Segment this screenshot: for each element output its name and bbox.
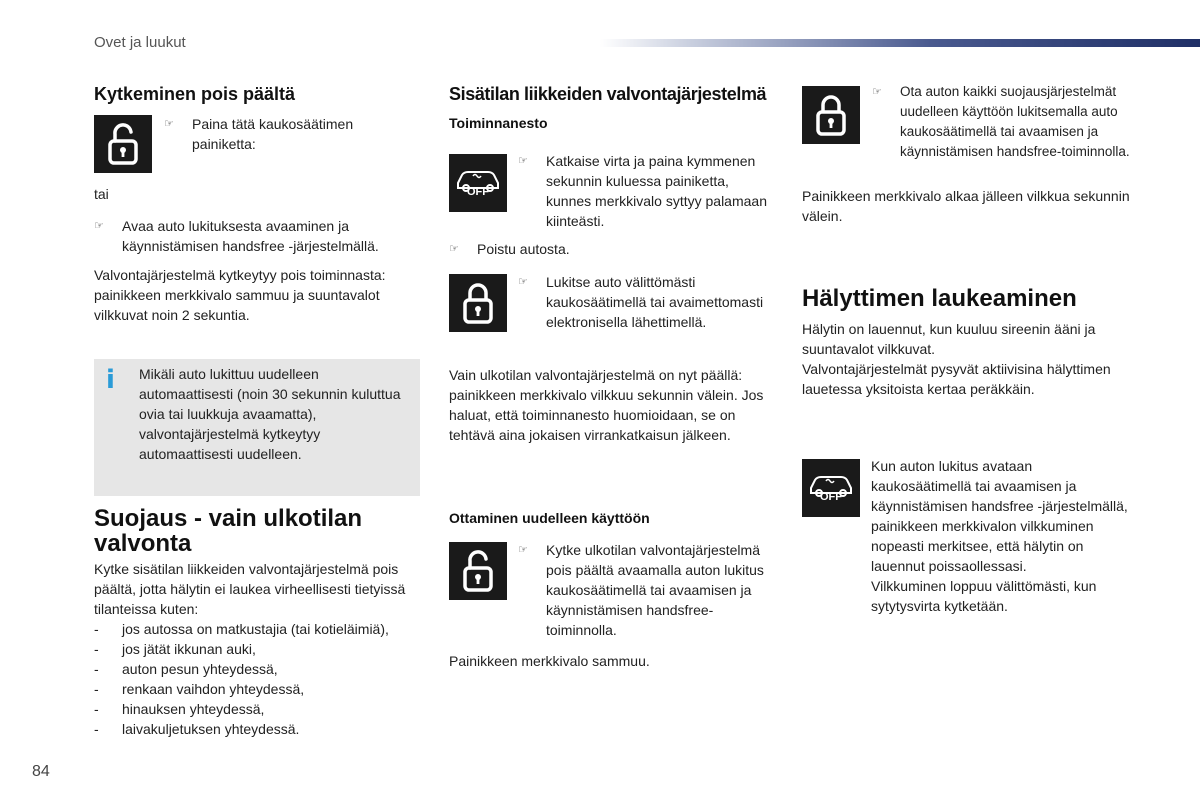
heading-exterior-protection: Suojaus - vain ulkotilan valvonta bbox=[94, 505, 363, 557]
info-icon: i bbox=[106, 365, 115, 395]
step-press-button: ☞ Paina tätä kaukosäätimen painiketta: bbox=[164, 116, 354, 152]
heading-switch-off: Kytkeminen pois päältä bbox=[94, 84, 296, 104]
off-label: OFF bbox=[467, 186, 489, 198]
lock-button-icon bbox=[449, 274, 507, 332]
reactivation-indicator: Painikkeen merkkivalo alkaa jälleen vilkkua sekunnin välein. bbox=[802, 188, 1130, 224]
step-open-car: ☞ Avaa auto lukituksesta avaaminen ja käynnistämisen handsfree -järjestelmällä. bbox=[94, 218, 379, 254]
off-label: OFF bbox=[820, 491, 842, 503]
pointing-hand-icon: ☞ bbox=[518, 544, 528, 556]
list-item: - renkaan vaihdon yhteydessä, bbox=[94, 681, 305, 697]
list-item: - jos jätät ikkunan auki, bbox=[94, 641, 256, 657]
pointing-hand-icon: ☞ bbox=[94, 220, 104, 232]
subheading-deactivation: Toiminnanesto bbox=[449, 115, 548, 131]
header-bar bbox=[600, 39, 1200, 47]
list-item: - laivakuljetuksen yhteydessä. bbox=[94, 721, 300, 737]
list-item: - hinauksen yhteydessä, bbox=[94, 701, 265, 717]
page-number: 84 bbox=[32, 763, 50, 780]
car-alarm-off-icon bbox=[449, 154, 507, 212]
or-text: tai bbox=[94, 186, 109, 202]
alarm-triggered-paragraph: Hälytin on lauennut, kun kuuluu sireenin ääni ja suuntavalot vilkkuvat. Valvontajärjestelmät pysyvät aktiivisina hälyttimen lauetessa yksitoista kertaa peräkkäin. bbox=[802, 321, 1111, 397]
alarm-indicator-note: Kun auton lukitus avataan kaukosäätimellä tai avaamisen ja käynnistämisen handsfree -järjestelmällä, painikkeen merkkivalon vilkkuminen nopeasti merkitsee, että hälytin on lauennut poissaollessasi. Vilkkuminen loppuu välittömästi, kun sytytysvirta kytketään. bbox=[871, 458, 1128, 614]
pointing-hand-icon: ☞ bbox=[518, 155, 528, 167]
step-reactivate-all: ☞ Ota auton kaikki suojausjärjestelmät uudelleen käyttöön lukitsemalla auto kaukosäätimellä tai avaamisen ja käynnistämisen handsfree-toiminnolla. bbox=[872, 84, 1130, 159]
step-leave-car: ☞ Poistu autosta. bbox=[449, 241, 570, 257]
exterior-intro: Kytke sisätilan liikkeiden valvontajärjestelmä pois päältä, jotta hälytin ei laukea virheellisesti tietyissä tilanteissa kuten: bbox=[94, 561, 406, 617]
pointing-hand-icon: ☞ bbox=[872, 86, 882, 98]
subheading-reactivation: Ottaminen uudelleen käyttöön bbox=[449, 510, 650, 526]
pointing-hand-icon: ☞ bbox=[164, 118, 174, 130]
situations-list bbox=[94, 619, 424, 739]
pointing-hand-icon: ☞ bbox=[518, 276, 528, 288]
unlock-button-icon bbox=[94, 115, 152, 173]
info-text: Mikäli auto lukittuu uudelleen automaattisesti (noin 30 sekunnin kuluttua ovia tai luukkuja avaamatta), valvontajärjestelmä kytkeytyy automaattisesti uudelleen. bbox=[139, 366, 401, 462]
step-switch-off-ignition: ☞ Katkaise virta ja paina kymmenen sekunnin kuluessa painiketta, kunnes merkkivalo syttyy palamaan kiinteästi. bbox=[518, 153, 767, 229]
reactivation-result: Painikkeen merkkivalo sammuu. bbox=[449, 653, 650, 669]
list-item: - auton pesun yhteydessä, bbox=[94, 661, 278, 677]
unlock-button-icon bbox=[449, 542, 507, 600]
car-alarm-off-icon bbox=[802, 459, 860, 517]
pointing-hand-icon: ☞ bbox=[449, 243, 459, 255]
list-item: - jos autossa on matkustajia (tai kotieläimiä), bbox=[94, 621, 389, 637]
lock-button-icon bbox=[802, 86, 860, 144]
section-title: Ovet ja luukut bbox=[94, 34, 186, 51]
switch-off-result: Valvontajärjestelmä kytkeytyy pois toiminnasta: painikkeen merkkivalo sammuu ja suuntavalot vilkkuvat noin 2 sekuntia. bbox=[94, 267, 386, 323]
heading-alarm-triggered: Hälyttimen laukeaminen bbox=[802, 285, 1077, 312]
exterior-only-paragraph: Vain ulkotilan valvontajärjestelmä on nyt päällä: painikkeen merkkivalo vilkkuu sekunnin välein. Jos haluat, että toiminnanesto huomioidaan, se on tehtävä aina jokaisen virrankatkaisun jälkeen. bbox=[449, 367, 764, 443]
step-unlock-reactivate: ☞ Kytke ulkotilan valvontajärjestelmä pois päältä avaamalla auton lukitus kaukosäätimellä tai avaamisen ja käynnistämisen handsfree-toiminnolla. bbox=[518, 542, 764, 638]
step-lock-car: ☞ Lukitse auto välittömästi kaukosäätimellä tai avaimettomasti elektronisella lähettimellä. bbox=[518, 274, 764, 330]
heading-interior-monitoring: Sisätilan liikkeiden valvontajärjestelmä bbox=[449, 84, 767, 104]
